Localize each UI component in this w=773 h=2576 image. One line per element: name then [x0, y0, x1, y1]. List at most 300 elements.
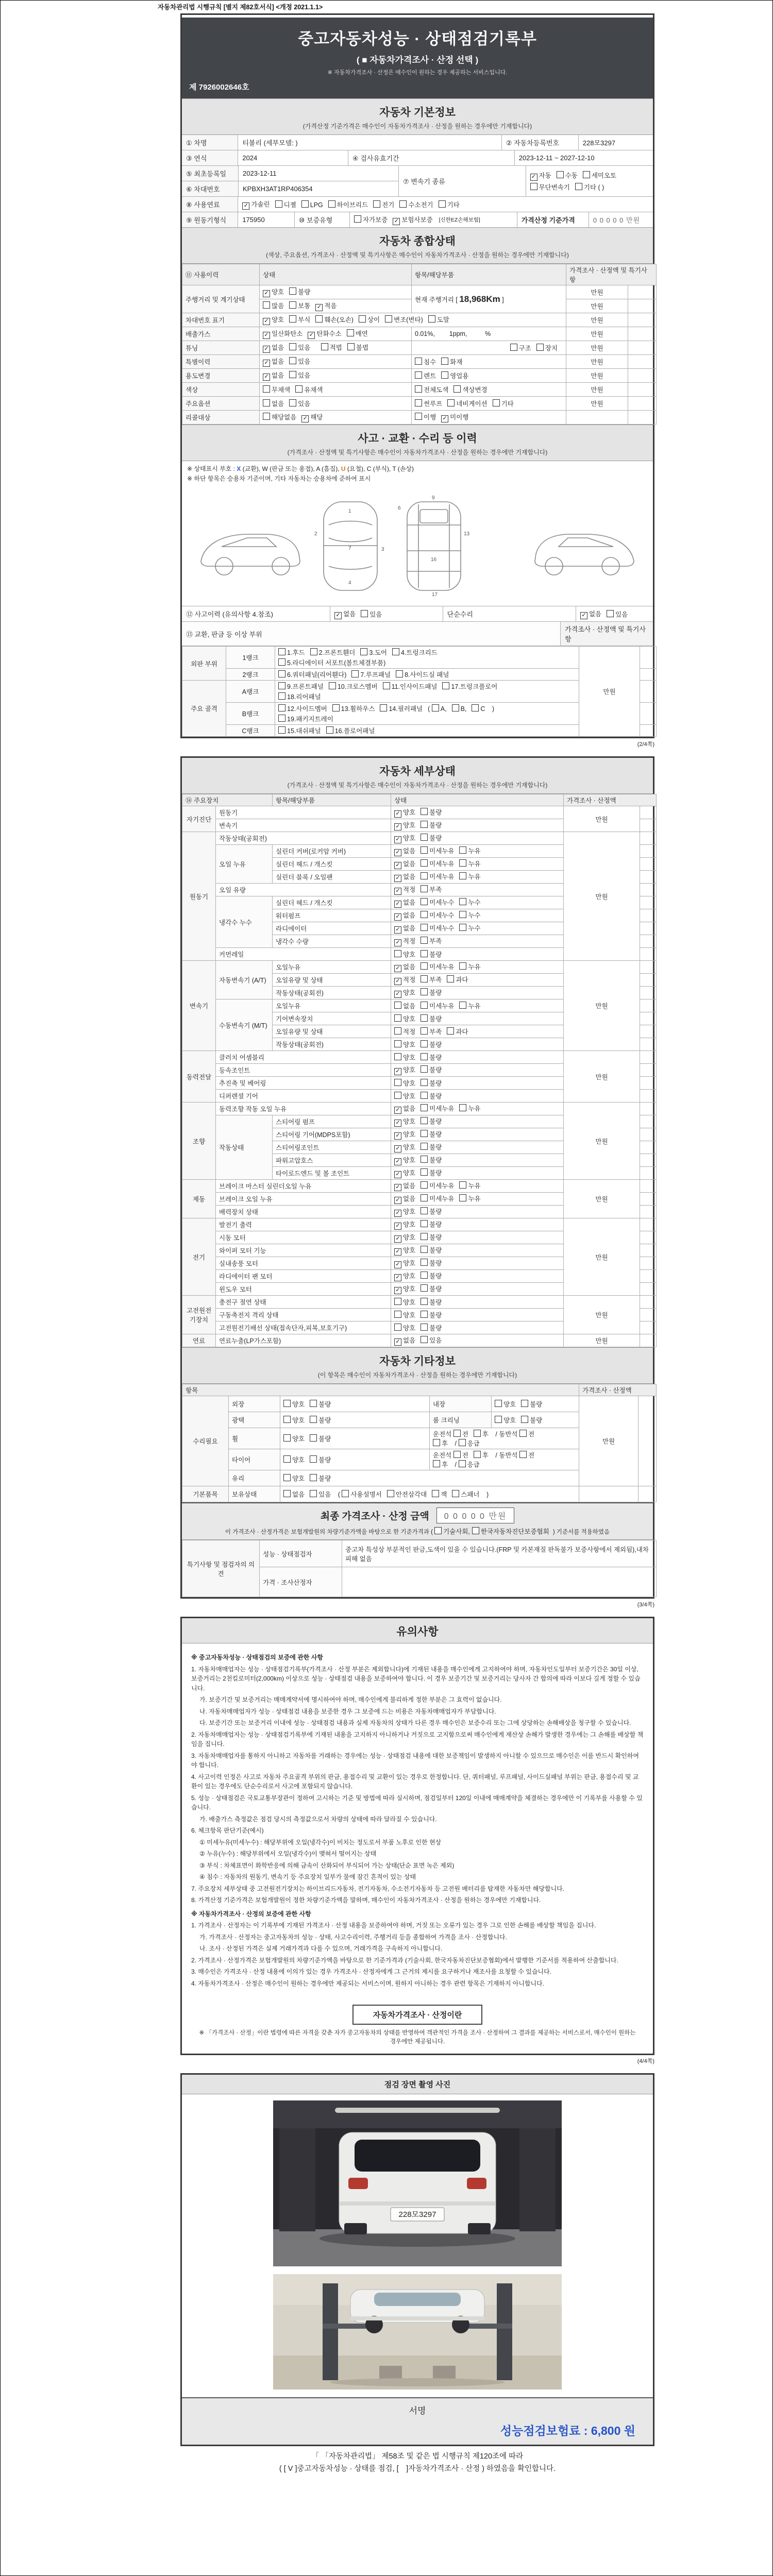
price-cell: 만원 — [566, 313, 628, 327]
rank-label: A랭크 — [226, 681, 275, 703]
checkbox[interactable] — [421, 1207, 428, 1214]
checkbox[interactable] — [421, 1040, 428, 1047]
page-marker-3: (3/4쪽) — [637, 1602, 654, 1608]
checkbox[interactable] — [394, 1002, 401, 1009]
checkbox-option: 누수 — [459, 912, 480, 919]
checkbox[interactable] — [421, 1272, 428, 1279]
checkbox[interactable] — [459, 1194, 466, 1201]
notice-line: 3. 매수인은 가격조사 · 산정 내용에 이의가 있는 경우 가격조사 · 산정자에게 그 근거의 제시를 요구하거나 재조사를 요청할 수 있습니다. — [191, 1968, 552, 1975]
checkbox[interactable] — [421, 1104, 428, 1111]
state-options — [391, 819, 564, 832]
checkbox[interactable] — [421, 846, 428, 854]
checkbox[interactable] — [283, 1474, 291, 1481]
checkbox[interactable] — [421, 911, 428, 918]
checkbox[interactable] — [421, 988, 428, 995]
item-label: 작동상태(공회전) — [273, 1038, 391, 1051]
notice-section-header: ※ 중고자동차성능 · 상태점검의 보증에 관한 사항 — [191, 1654, 323, 1661]
checkbox[interactable]: ✓ — [394, 1274, 401, 1281]
checkbox-option: 불량 — [310, 1401, 331, 1408]
checkbox[interactable]: ✓ — [263, 332, 270, 339]
checkbox[interactable] — [310, 1400, 317, 1407]
checkbox[interactable]: ✓ — [530, 174, 537, 181]
checkbox[interactable]: ✓ — [315, 304, 323, 311]
price-cell: 만원 — [566, 383, 628, 397]
checkbox[interactable] — [263, 301, 270, 309]
checkbox[interactable] — [421, 1233, 428, 1240]
fuel-options — [238, 197, 653, 212]
checkbox[interactable] — [278, 715, 285, 722]
checkbox[interactable] — [278, 670, 285, 677]
checkbox[interactable] — [421, 1053, 428, 1060]
checkbox[interactable] — [283, 1416, 291, 1423]
state-options — [280, 1396, 430, 1412]
checkbox[interactable] — [575, 183, 582, 190]
checkbox[interactable]: ✓ — [394, 849, 401, 856]
checkbox[interactable] — [301, 200, 309, 208]
checkbox[interactable] — [329, 682, 336, 689]
checkbox[interactable] — [415, 413, 422, 420]
checkbox[interactable] — [385, 315, 392, 323]
checkbox[interactable] — [394, 950, 401, 957]
checkbox[interactable]: ✓ — [263, 346, 270, 353]
checkbox[interactable] — [459, 1002, 466, 1009]
final-price-label: 최종 가격조사 · 산정 금액 — [320, 1511, 429, 1522]
checkbox[interactable] — [415, 399, 422, 406]
checkbox[interactable] — [421, 885, 428, 892]
checkbox[interactable]: ✓ — [394, 1197, 401, 1204]
checkbox[interactable] — [421, 1065, 428, 1073]
checkbox[interactable]: ✓ — [263, 290, 270, 297]
checkbox[interactable]: ✓ — [394, 1132, 401, 1140]
checkbox[interactable]: ✓ — [394, 862, 401, 869]
checkbox[interactable] — [421, 1156, 428, 1163]
checkbox-option: ✓ 해당 — [301, 414, 323, 421]
checkbox[interactable] — [394, 1298, 401, 1305]
checkbox-option: 미세누유 — [421, 1195, 454, 1202]
notice-line: ① 미세누유(미세누수) : 해당부위에 오일(냉각수)이 비치는 정도로서 부품 노후로 인한 현상 — [199, 1838, 442, 1846]
checkbox[interactable]: ✓ — [394, 888, 401, 895]
checkbox[interactable] — [421, 808, 428, 815]
checkbox-option: 상이 — [359, 316, 380, 324]
checkbox-option: 불량 — [421, 1221, 442, 1228]
checkbox-option: ✓ 자동 — [530, 172, 551, 179]
checkbox-option: 양호 — [394, 1054, 415, 1061]
checkbox[interactable] — [415, 385, 422, 393]
checkbox[interactable] — [310, 1455, 317, 1463]
checkbox[interactable] — [421, 1092, 428, 1099]
checkbox[interactable] — [452, 704, 459, 711]
checkbox[interactable] — [441, 358, 448, 365]
checkbox[interactable] — [421, 872, 428, 879]
checkbox[interactable]: ✓ — [394, 926, 401, 934]
checkbox[interactable] — [510, 344, 517, 351]
checkbox[interactable] — [421, 834, 428, 841]
checkbox[interactable]: ✓ — [394, 939, 401, 946]
checkbox[interactable] — [519, 1451, 527, 1458]
checkbox[interactable] — [421, 1014, 428, 1022]
checkbox[interactable] — [394, 1324, 401, 1331]
checkbox[interactable]: ✓ — [393, 218, 400, 225]
note-cell — [640, 922, 657, 935]
checkbox[interactable] — [361, 610, 368, 617]
checkbox[interactable]: ✓ — [394, 913, 401, 921]
checkbox-option: 전 — [453, 1452, 468, 1459]
checkbox[interactable] — [495, 1416, 502, 1423]
checkbox[interactable] — [421, 1259, 428, 1266]
checkbox[interactable]: ✓ — [334, 612, 342, 619]
checkbox[interactable] — [421, 924, 428, 931]
option-text — [315, 344, 321, 351]
checkbox[interactable] — [459, 872, 466, 879]
checkbox[interactable] — [447, 399, 455, 406]
checkbox[interactable] — [283, 1455, 291, 1463]
checkbox[interactable] — [289, 399, 296, 406]
checkbox[interactable] — [421, 1298, 428, 1305]
checkbox[interactable] — [421, 1027, 428, 1035]
checkbox[interactable] — [394, 1040, 401, 1047]
checkbox[interactable]: ✓ — [394, 1158, 401, 1165]
checkbox-option: 4.트렁크리드 — [392, 649, 438, 656]
checkbox[interactable] — [453, 1430, 461, 1437]
checkbox[interactable]: ✓ — [394, 1145, 401, 1153]
checkbox[interactable]: ✓ — [301, 415, 309, 422]
checkbox-option: 없음 — [263, 400, 284, 408]
checkbox[interactable] — [447, 975, 454, 982]
checkbox[interactable] — [275, 200, 282, 208]
checkbox[interactable] — [432, 704, 439, 711]
checkbox-option: 무단변속기 — [530, 184, 570, 191]
checkbox[interactable] — [359, 315, 366, 323]
checkbox[interactable]: ✓ — [242, 202, 249, 210]
checkbox[interactable] — [453, 385, 461, 393]
checkbox[interactable] — [421, 1181, 428, 1189]
checkbox-option: 장치 — [536, 345, 558, 352]
checkbox[interactable] — [415, 358, 422, 365]
checkbox[interactable]: ✓ — [394, 836, 401, 843]
checkbox[interactable] — [536, 344, 544, 351]
checkbox[interactable] — [394, 1079, 401, 1086]
checkbox[interactable] — [459, 1460, 466, 1467]
checkbox[interactable] — [421, 975, 428, 982]
checkbox-option: ✓ 양호 — [394, 1144, 415, 1151]
checkbox[interactable] — [283, 1400, 291, 1407]
checkbox[interactable] — [263, 385, 270, 393]
checkbox[interactable] — [459, 924, 466, 931]
etc-item-label: 광택 — [229, 1412, 280, 1428]
checkbox[interactable]: ✓ — [394, 1120, 401, 1127]
state-options — [391, 1103, 564, 1115]
checkbox[interactable] — [421, 1324, 428, 1331]
diagram-number: 13 — [464, 531, 470, 537]
option-text: ( — [428, 705, 432, 713]
checkbox[interactable] — [283, 1490, 291, 1497]
checkbox[interactable] — [278, 682, 285, 689]
checkbox[interactable] — [380, 704, 387, 711]
checkbox-option: 과다 — [447, 976, 468, 984]
car-name-value: 티볼리 (세부모델: ) — [238, 135, 502, 150]
opinion-row-label: 가격 · 조사산정자 — [260, 1567, 342, 1597]
checkbox[interactable]: ✓ — [263, 374, 270, 381]
checkbox[interactable] — [421, 962, 428, 970]
checkbox[interactable]: ✓ — [394, 1223, 401, 1230]
checkbox[interactable]: ✓ — [394, 965, 401, 972]
checkbox[interactable] — [332, 704, 340, 711]
page-marker-2: (2/4쪽) — [637, 741, 654, 748]
checkbox[interactable] — [399, 200, 407, 208]
checkbox-option: 불량 — [421, 1041, 442, 1048]
notice-body — [182, 1643, 653, 1997]
checkbox[interactable] — [521, 1416, 528, 1423]
checkbox[interactable] — [387, 1490, 394, 1497]
checkbox[interactable]: ✓ — [394, 875, 401, 882]
checkbox[interactable]: ✓ — [263, 318, 270, 325]
page-marker-4: (4/4쪽) — [637, 2058, 654, 2064]
checkbox[interactable] — [392, 648, 399, 655]
checkbox[interactable] — [421, 1336, 428, 1343]
checkbox[interactable] — [394, 1092, 401, 1099]
checkbox[interactable] — [421, 1220, 428, 1227]
vin-value: KPBXH3AT1RP406354 — [243, 185, 313, 193]
checkbox[interactable]: ✓ — [441, 415, 448, 422]
checkbox[interactable] — [434, 1527, 442, 1534]
checkbox[interactable] — [452, 1490, 459, 1497]
checkbox[interactable] — [557, 171, 564, 178]
state-options — [391, 974, 564, 987]
checkbox-option: 불량 — [421, 1118, 442, 1125]
opinion-row-label: 성능 · 상태점검자 — [260, 1540, 342, 1567]
reg-number-value: 228모3297 — [582, 139, 616, 147]
checkbox[interactable] — [421, 1246, 428, 1253]
checkbox[interactable] — [421, 1130, 428, 1137]
warranty-options — [350, 212, 517, 227]
checkbox[interactable]: ✓ — [394, 1107, 401, 1114]
price-cell: 만원 — [566, 341, 628, 355]
checkbox[interactable] — [453, 1451, 461, 1458]
checkbox[interactable] — [396, 670, 403, 677]
checkbox-option: 디젤 — [275, 200, 296, 209]
checkbox[interactable] — [263, 413, 270, 420]
device-group-label: 연료 — [182, 1334, 216, 1347]
note-cell — [640, 725, 657, 737]
checkbox[interactable]: ✓ — [394, 1248, 401, 1256]
checkbox[interactable] — [459, 911, 466, 918]
position-options — [430, 1449, 579, 1470]
panel-options — [275, 647, 579, 669]
state-options — [391, 1231, 564, 1244]
checkbox[interactable] — [360, 648, 367, 655]
checkbox-option: 14.필러패널 — [380, 705, 423, 713]
checkbox[interactable] — [421, 1117, 428, 1124]
checkbox[interactable]: ✓ — [394, 823, 401, 831]
checkbox[interactable] — [278, 704, 285, 711]
checkbox[interactable] — [421, 1002, 428, 1009]
checkbox[interactable]: ✓ — [394, 1068, 401, 1075]
checkbox[interactable] — [383, 682, 390, 689]
checkbox[interactable] — [328, 200, 335, 208]
checkbox[interactable] — [394, 1053, 401, 1060]
checkbox-option: 양호 — [394, 1041, 415, 1048]
state-options — [391, 1244, 564, 1257]
checkbox[interactable] — [421, 937, 428, 944]
checkbox[interactable]: ✓ — [394, 991, 401, 998]
checkbox[interactable] — [421, 898, 428, 905]
checkbox[interactable] — [519, 1430, 527, 1437]
checkbox[interactable]: ✓ — [394, 1210, 401, 1217]
checkbox[interactable] — [310, 648, 317, 655]
checkbox[interactable] — [289, 287, 296, 295]
checkbox[interactable] — [289, 371, 296, 378]
checkbox[interactable]: ✓ — [394, 1287, 401, 1294]
checkbox[interactable] — [459, 1181, 466, 1189]
checkbox[interactable] — [354, 215, 361, 223]
usage-label: 리콜대상 — [182, 411, 260, 425]
checkbox[interactable] — [315, 315, 323, 323]
checkbox[interactable] — [278, 648, 285, 655]
checkbox-option: 기타 — [493, 400, 514, 408]
field-label: ① 차명 — [182, 135, 238, 150]
checkbox[interactable] — [326, 726, 333, 734]
checkbox-option: 양호 — [495, 1401, 516, 1408]
checkbox[interactable] — [394, 1027, 401, 1035]
inspector-comment: 중고차 특성상 부분적인 판금,도색이 있을 수 있습니다.(FRP 및 카본재질 판독불가 보증사항에서 제외됨),내차 피해 없음 — [342, 1540, 657, 1567]
checkbox-option: 양호 — [283, 1417, 305, 1424]
checkbox[interactable]: ✓ — [394, 1338, 401, 1346]
checkbox[interactable] — [263, 399, 270, 406]
checkbox[interactable] — [474, 1430, 481, 1437]
checkbox[interactable] — [342, 1490, 349, 1497]
checkbox-option: 영업용 — [441, 372, 468, 380]
checkbox[interactable] — [421, 1168, 428, 1176]
notice-line: 4. 자동차가격조사 · 산정은 매수인이 원하는 경우에만 제공되는 서비스이며, 원하지 아니하는 경우 관련 항목은 기재하지 아니합니다. — [191, 1979, 545, 1987]
panel-option-line — [278, 704, 576, 713]
checkbox[interactable] — [530, 183, 537, 190]
checkbox-option: 11.인사이드패널 — [383, 683, 438, 690]
checkbox[interactable] — [433, 1460, 440, 1467]
device-sub-label: 수동변속기 (M/T) — [216, 999, 273, 1051]
checkbox[interactable] — [441, 371, 448, 379]
checkbox[interactable]: ✓ — [263, 360, 270, 367]
checkbox[interactable] — [310, 1490, 317, 1497]
price-cell: 만원 — [566, 285, 628, 299]
checkbox[interactable] — [474, 1451, 481, 1458]
summary-col-price: 가격조사 · 산정액 및 특기사항 — [566, 264, 657, 285]
checkbox[interactable] — [373, 200, 380, 208]
note-cell — [640, 999, 657, 1012]
checkbox[interactable] — [433, 1439, 440, 1446]
checkbox[interactable] — [459, 898, 466, 905]
checkbox[interactable] — [493, 399, 500, 406]
checkbox[interactable] — [415, 371, 422, 379]
checkbox-option: ✓ 적정 — [394, 976, 415, 984]
checkbox[interactable]: ✓ — [394, 1235, 401, 1243]
checkbox-option: 미세누유 — [421, 848, 454, 855]
checkbox[interactable] — [421, 859, 428, 867]
checkbox[interactable] — [310, 1434, 317, 1442]
checkbox[interactable] — [495, 1400, 502, 1407]
checkbox-option: 후 — [474, 1452, 489, 1459]
checkbox[interactable] — [472, 1527, 479, 1534]
checkbox[interactable]: ✓ — [394, 810, 401, 818]
item-label: 실내송풍 모터 — [216, 1257, 391, 1270]
basic-info-title: 자동차 기본정보 — [379, 107, 456, 118]
checkbox[interactable]: ✓ — [394, 978, 401, 985]
checkbox[interactable] — [394, 1311, 401, 1318]
checkbox[interactable] — [289, 357, 296, 364]
checkbox-option: 불량 — [421, 1247, 442, 1254]
checkbox[interactable] — [583, 171, 590, 178]
checkbox[interactable] — [459, 1439, 466, 1446]
state-options — [260, 341, 412, 355]
price-appraisal-note: ※ 「가격조사 · 산정」이란 법령에 따른 자격을 갖춘 자가 중고자동차의 상태를 반영하여 객관적인 가격을 조사 · 산정하여 그 결과를 제공하는 서비스로서, 매수인이 원하는 경우에만 제공됩니다. — [199, 2030, 636, 2045]
checkbox[interactable] — [278, 692, 285, 700]
checkbox[interactable]: ✓ — [394, 1171, 401, 1178]
checkbox[interactable]: ✓ — [394, 901, 401, 908]
checkbox[interactable] — [278, 726, 285, 734]
checkbox[interactable]: ✓ — [394, 1261, 401, 1268]
checkbox[interactable] — [289, 315, 296, 323]
checkbox[interactable] — [289, 343, 296, 350]
checkbox[interactable] — [459, 962, 466, 970]
checkbox[interactable] — [347, 343, 355, 350]
checkbox[interactable] — [421, 1194, 428, 1201]
checkbox[interactable]: ✓ — [394, 1184, 401, 1191]
checkbox[interactable] — [310, 1416, 317, 1423]
checkbox[interactable] — [278, 658, 285, 666]
checkbox[interactable] — [421, 821, 428, 828]
checkbox[interactable] — [289, 301, 296, 309]
option-text: ( — [336, 1491, 342, 1498]
note-cell — [640, 909, 657, 922]
checkbox[interactable] — [421, 950, 428, 957]
checkbox[interactable] — [421, 1284, 428, 1292]
note-cell — [640, 1090, 657, 1103]
position-options — [430, 1428, 579, 1449]
checkbox[interactable] — [321, 343, 328, 350]
notice-line: 나. 조사 · 산정된 가격은 실제 거래가격과 다를 수 있으며, 거래가격을 구속하지 아니합니다. — [199, 1945, 443, 1952]
checkbox[interactable] — [351, 670, 359, 677]
item-label: 작동상태(공회전) — [216, 832, 391, 845]
checkbox[interactable] — [421, 1311, 428, 1318]
checkbox[interactable] — [607, 610, 614, 617]
checkbox[interactable] — [521, 1400, 528, 1407]
checkbox[interactable] — [459, 859, 466, 867]
checkbox[interactable] — [432, 1490, 439, 1497]
checkbox[interactable] — [421, 1079, 428, 1086]
checkbox[interactable] — [421, 1143, 428, 1150]
checkbox-option: ✓ 양호 — [394, 1208, 415, 1215]
checkbox[interactable] — [310, 1474, 317, 1481]
checkbox[interactable] — [295, 385, 303, 393]
checkbox[interactable] — [347, 329, 354, 336]
checkbox[interactable] — [459, 846, 466, 854]
checkbox[interactable] — [428, 315, 435, 323]
checkbox[interactable] — [459, 1104, 466, 1111]
checkbox[interactable] — [442, 682, 449, 689]
checkbox[interactable] — [283, 1434, 291, 1442]
checkbox[interactable]: ✓ — [308, 332, 315, 339]
checkbox-option: ✓ 없음 — [263, 372, 284, 379]
price-cell: 만원 — [566, 327, 628, 341]
checkbox[interactable] — [439, 200, 446, 208]
checkbox[interactable] — [447, 1027, 454, 1035]
checkbox[interactable] — [472, 704, 479, 711]
checkbox[interactable]: ✓ — [580, 612, 587, 619]
checkbox[interactable] — [394, 1014, 401, 1022]
note-cell — [628, 299, 657, 313]
notice-section-header: ※ 자동차가격조사 · 산정의 보증에 관한 사항 — [191, 1910, 311, 1918]
summary-band — [182, 227, 653, 264]
checkbox-option: 미세누유 — [421, 873, 454, 880]
